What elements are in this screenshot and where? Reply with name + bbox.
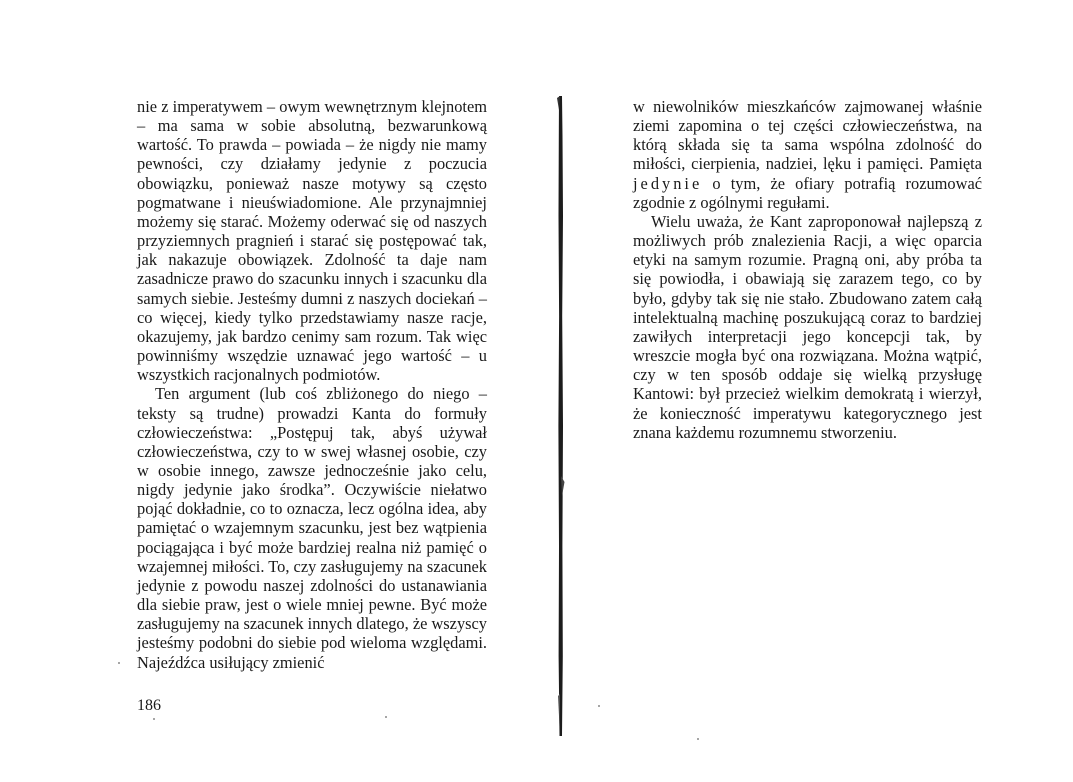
left-page-text [137, 97, 487, 672]
page-number: 186 [137, 697, 161, 714]
scan-speck [598, 705, 600, 707]
scan-speck [385, 716, 387, 718]
emphasized-word: jedynie [633, 173, 703, 193]
left-paragraph-2: Ten argument (lub coś zbliżonego do niego – teksty są trudne) prowadzi Kanta do formuły człowieczeństwa: „Postępuj tak, abyś używał człowieczeństwa, czy to w swej własnej osobie, czy w osobie innego, zawsze jednocześnie jako celu, nigdy jedynie jako środka”. Oczywiście niełatwo pojąć dokładnie, co to oznacza, lecz ogólna idea, aby pamiętać o wzajemnym szacunku, jest bez wątpienia pociągająca i być może bardziej realna niż pamięć o wzajemnej miłości. To, czy zasługujemy na szacunek jedynie z powodu naszej zdolności do ustanawiania dla siebie praw, jest o wiele mniej pewne. Być może zasługujemy na szacunek innych dlatego, że wszyscy jesteśmy podobni do siebie pod wieloma względami. Najeźdźca usiłujący zmienić [137, 384, 487, 672]
right-paragraph-1-start: w niewolników mieszkańców zajmowanej właśnie ziemi zapomina o tej części człowieczeństwa, na którą składa się ta sama wspólna zdolność do miłości, cierpienia, nadziei, lęku i pamięci. Pamięta [633, 97, 982, 174]
scan-speck [118, 662, 120, 664]
scan-speck [697, 738, 699, 740]
right-page-text [633, 97, 982, 442]
right-page [536, 0, 1073, 782]
right-paragraph-1-end: o tym, że ofiary potrafią rozumować zgodnie z ogólnymi regułami. [633, 173, 982, 212]
right-paragraph-2: Wielu uważa, że Kant zaproponował najlepszą z możliwych prób znalezienia Racji, a więc oparcia etyki na samym rozumie. Pragną oni, aby próba ta się powiodła, i obawiają się zarazem tego, co by było, gdyby tak się nie stało. Zbudowano zatem całą intelektualną machinę poszukującą coraz to bardziej zawiłych interpretacji jego koncepcji tak, by wreszcie mogła być ona rozwiązana. Można wątpić, czy w ten sposób oddaje się wielką przysługę Kantowi: był przecież wielkim demokratą i wierzył, że konieczność imperatywu kategorycznego jest znana każdemu rozumnemu stworzeniu. [633, 211, 982, 442]
left-page [0, 0, 536, 782]
scan-speck [153, 718, 155, 720]
left-paragraph-1: nie z imperatywem – owym wewnętrznym klejnotem – ma sama w sobie absolutną, bezwarunkową wartość. To prawda – powiada – że nigdy nie mamy pewności, czy działamy jedynie z poczucia obowiązku, ponieważ nasze motywy są często pogmatwane i nieuświadomione. Ale przynajmniej możemy się starać. Możemy oderwać się od naszych przyziemnych pragnień i starać się postępować tak, jak nakazuje obowiązek. Zdolność ta daje nam zasadnicze prawo do szacunku innych i szacunku dla samych siebie. Jesteśmy dumni z naszych dociekań – co więcej, kiedy tylko przedstawiamy nasze racje, okazujemy, jak bardzo cenimy sam rozum. Tak więc powinniśmy wszędzie uznawać jego wartość – u wszystkich racjonalnych podmiotów. [137, 97, 487, 385]
right-paragraph-1 [633, 97, 982, 212]
